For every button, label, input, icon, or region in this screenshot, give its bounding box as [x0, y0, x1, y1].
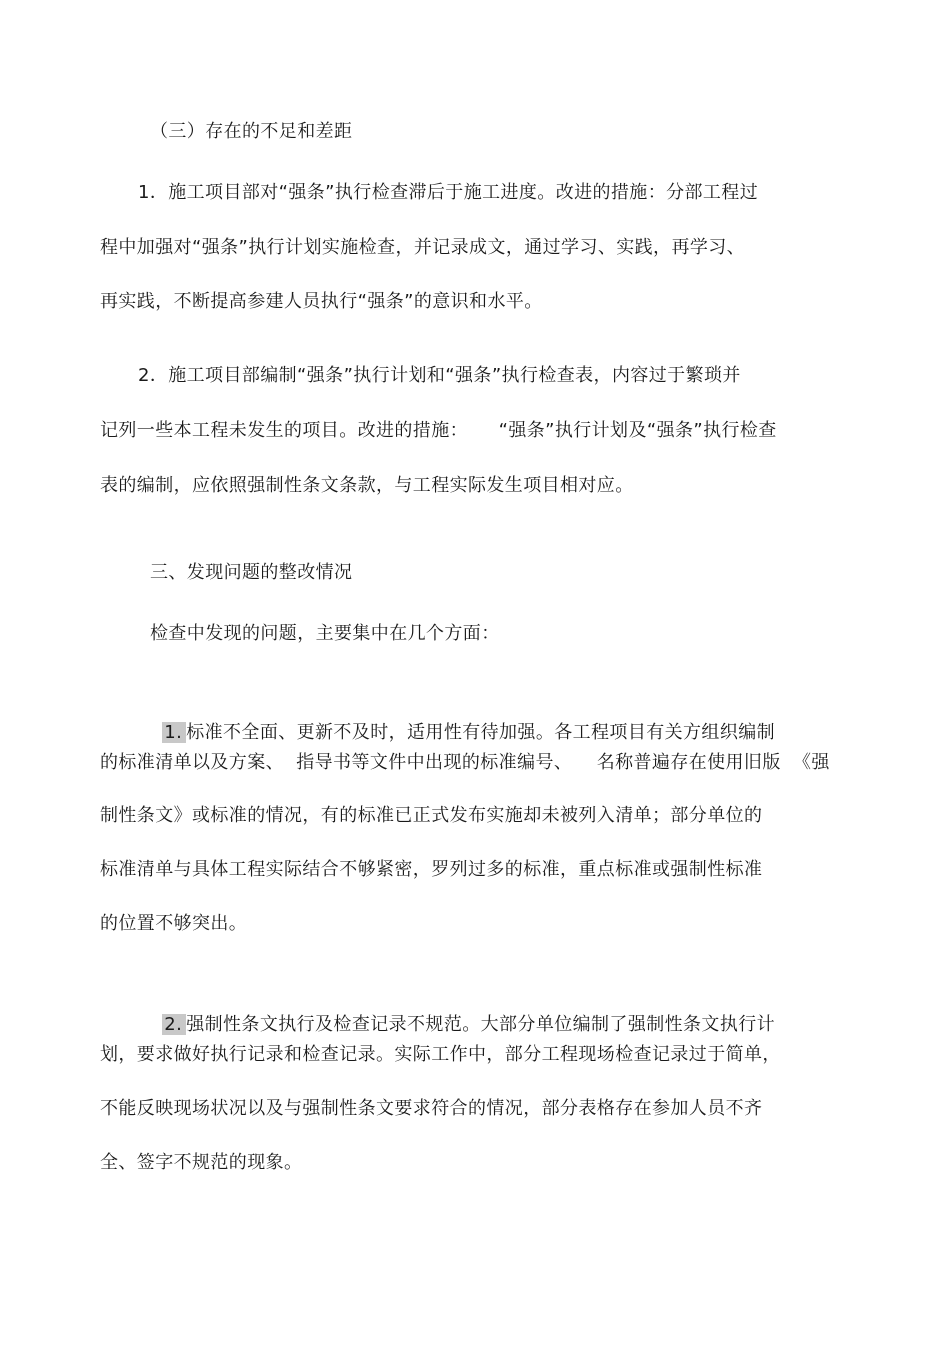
item-2-line-2: 记列一些本工程未发生的项目。改进的措施： “强条”执行计划及“强条”执行检查	[100, 420, 777, 441]
intro-text: 检查中发现的问题，主要集中在几个方面：	[150, 623, 500, 644]
problem-1-line-3: 制性条文》或标准的情况，有的标准已正式发布实施却未被列入清单；部分单位的	[100, 805, 763, 826]
section-3-heading: （三）存在的不足和差距	[150, 121, 353, 142]
problem-1-line-1	[150, 697, 775, 745]
problem-2-line-1	[150, 989, 775, 1037]
section-three-title: 三、发现问题的整改情况	[150, 562, 353, 583]
item-2-line-1: 2．施工项目部编制“强条”执行计划和“强条”执行检查表，内容过于繁琐并	[138, 365, 741, 386]
problem-2-line-1-text: 强制性条文执行及检查记录不规范。大部分单位编制了强制性条文执行计	[186, 1014, 776, 1035]
item-1-line-1: 1．施工项目部对“强条”执行检查滞后于施工进度。改进的措施：分部工程过	[138, 182, 759, 203]
problem-2-line-4: 全、签字不规范的现象。	[100, 1152, 303, 1173]
problem-1-line-2: 的标准清单以及方案、 指导书等文件中出现的标准编号、 名称普遍存在使用旧版 《强	[100, 752, 830, 773]
item-1-line-2: 程中加强对“强条”执行计划实施检查，并记录成文，通过学习、实践，再学习、	[100, 237, 746, 258]
problem-1-line-4: 标准清单与具体工程实际结合不够紧密，罗列过多的标准，重点标准或强制性标准	[100, 859, 763, 880]
problem-1-line-1-text: 标准不全面、更新不及时，适用性有待加强。各工程项目有关方组织编制	[186, 722, 776, 743]
item-1-line-3: 再实践，不断提高参建人员执行“强条”的意识和水平。	[100, 291, 543, 312]
problem-2-line-2: 划，要求做好执行记录和检查记录。实际工作中，部分工程现场检查记录过于简单，	[100, 1044, 781, 1065]
problem-2-line-3: 不能反映现场状况以及与强制性条文要求符合的情况，部分表格存在参加人员不齐	[100, 1098, 763, 1119]
problem-2-number: 2.	[162, 1014, 186, 1035]
item-2-line-3: 表的编制，应依照强制性条文条款，与工程实际发生项目相对应。	[100, 475, 634, 496]
problem-1-line-5: 的位置不够突出。	[100, 913, 248, 934]
problem-1-number: 1.	[162, 722, 186, 743]
